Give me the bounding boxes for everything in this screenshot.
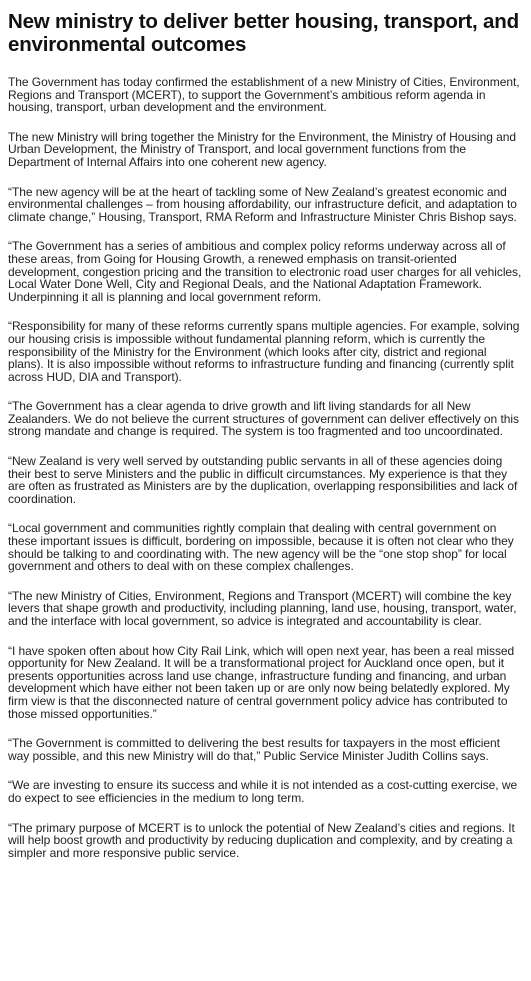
article-body bbox=[8, 76, 523, 859]
article-paragraph: “The primary purpose of MCERT is to unlock the potential of New Zealand’s cities and regions. It will help boost growth and productivity by reducing duplication and complexity, and by creating a simpler and more responsive public service. bbox=[8, 820, 515, 860]
article-paragraph: “I have spoken often about how City Rail Link, which will open next year, has been a real missed opportunity for New Zealand. It will be a transformational project for Auckland once open, but it presents opportunities across land use change, infrastructure funding and financing, and urban development which have either not been taken up or are only now being belatedly explored. My firm view is that the disconnected nature of central government policy advice has contributed to those missed opportunities.” bbox=[8, 643, 515, 721]
article-paragraph: “The new Ministry of Cities, Environment, Regions and Transport (MCERT) will combine the key levers that shape growth and productivity, including planning, land use, housing, transport, water, and the interface with local government, so advice is integrated and accountability is clear. bbox=[8, 588, 517, 628]
article-paragraph: The new Ministry will bring together the Ministry for the Environment, the Ministry of Housing and Urban Development, the Ministry of Transport, and local government functions from the Department of Internal Affairs into one coherent new agency. bbox=[8, 129, 516, 169]
article-paragraph: “We are investing to ensure its success and while it is not intended as a cost-cutting exercise, we do expect to see efficiencies in the medium to long term. bbox=[8, 778, 518, 805]
article-paragraph: “Local government and communities rightly complain that dealing with central government on these important issues is difficult, bordering on impossible, because it is often not clear who they should be talking to and coordinating with. The new agency will be the “one stop shop” for local government and others to deal with on these complex challenges. bbox=[8, 521, 514, 574]
article-paragraph: “The new agency will be at the heart of tackling some of New Zealand’s greatest economic and environmental challenges – from housing affordability, our infrastructure deficit, and adaptation to climate change,” Housing, Transport, RMA Reform and Infrastructure Minister Chris Bishop says. bbox=[8, 184, 517, 224]
article-paragraph: “The Government has a clear agenda to drive growth and lift living standards for all New Zealanders. We do not believe the current structures of government can deliver effectively on this strong mandate and change is required. The system is too fragmented and too uncoordinated. bbox=[8, 399, 519, 439]
article-paragraph: “The Government has a series of ambitious and complex policy reforms underway across all of these areas, from Going for Housing Growth, a renewed emphasis on transit-oriented development, congestion pricing and the transition to electronic road user charges for all vehicles, Local Water Done Well, City and Regional Deals, and the National Adaptation Framework. Underpinning it all is planning and local government reform. bbox=[8, 239, 522, 304]
article-paragraph: “The Government is committed to delivering the best results for taxpayers in the most efficient way possible, and this new Ministry will do that,” Public Service Minister Judith Collins says. bbox=[8, 736, 500, 763]
article-paragraph: “Responsibility for many of these reforms currently spans multiple agencies. For example, solving our housing crisis is impossible without fundamental planning reform, which is currently the responsibility of the Ministry for the Environment (which looks after city, district and regional plans). It is also impossible without reforms to infrastructure funding and financing (currently split across HUD, DIA and Transport). bbox=[8, 319, 520, 384]
article-paragraph: “New Zealand is very well served by outstanding public servants in all of these agencies doing their best to serve Ministers and the public in difficult circumstances. My experience is that they are often as frustrated as Ministers are by the duplication, overlapping responsibilities and lack of coordination. bbox=[8, 454, 518, 506]
article-paragraph: The Government has today confirmed the establishment of a new Ministry of Cities, Environment, Regions and Transport (MCERT), to support the Government’s ambitious reform agenda in housing, transport, urban development and the environment. bbox=[8, 75, 520, 115]
article-headline: New ministry to deliver better housing, transport, and environmental outcomes bbox=[8, 10, 519, 56]
